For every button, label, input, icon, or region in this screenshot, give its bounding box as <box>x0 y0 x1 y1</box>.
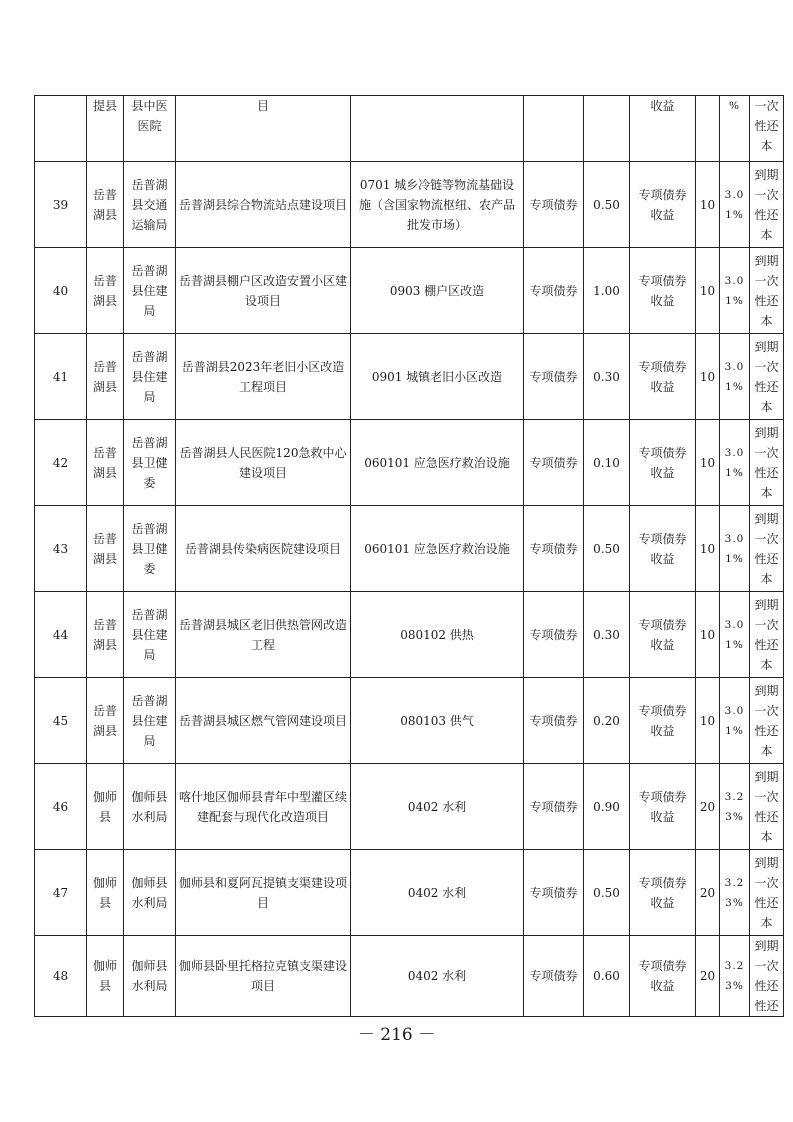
cell-county: 岳普湖县 <box>87 334 124 420</box>
cell-category: 0901 城镇老旧小区改造 <box>351 334 524 420</box>
table-row <box>35 850 784 936</box>
table-row <box>35 592 784 678</box>
bond-project-table <box>34 95 784 1017</box>
cell-amount: 0.50 <box>584 850 630 936</box>
cell-project: 岳普湖县棚户区改造安置小区建设项目 <box>176 248 351 334</box>
cell-repay-source: 专项债券收益 <box>630 592 696 678</box>
cell-repay-source: 专项债券收益 <box>630 936 696 1017</box>
cell-category: 060101 应急医疗救治设施 <box>351 420 524 506</box>
cell-bond-type: 专项债券 <box>524 506 584 592</box>
cell-term: 20 <box>696 764 720 850</box>
cell-county: 伽师县 <box>87 764 124 850</box>
cell-unit: 岳普湖县住建局 <box>124 334 176 420</box>
cell-county: 岳普湖县 <box>87 506 124 592</box>
cell-repay-source: 专项债券收益 <box>630 420 696 506</box>
cell-term: 10 <box>696 678 720 764</box>
cell-rate: 3.01% <box>720 592 750 678</box>
cell-no: 39 <box>35 162 87 248</box>
cell-repay-method: 到期一次性还本 <box>750 592 784 678</box>
cell-bond-type: 专项债券 <box>524 936 584 1017</box>
cell-repay-source: 专项债券收益 <box>630 850 696 936</box>
cell-no: 45 <box>35 678 87 764</box>
cell-category: 080103 供气 <box>351 678 524 764</box>
cell-project: 岳普湖县城区老旧供热管网改造工程 <box>176 592 351 678</box>
cell-rate: 3.01% <box>720 678 750 764</box>
cell-project: 岳普湖县2023年老旧小区改造工程项目 <box>176 334 351 420</box>
cell-rate: 3.01% <box>720 506 750 592</box>
cell-unit: 伽师县水利局 <box>124 850 176 936</box>
cell-repay-source: 收益 <box>630 96 696 162</box>
cell-term: 20 <box>696 936 720 1017</box>
cell-no: 46 <box>35 764 87 850</box>
cell-unit: 伽师县水利局 <box>124 936 176 1017</box>
cell-no: 47 <box>35 850 87 936</box>
cell-project: 喀什地区伽师县青年中型灌区续建配套与现代化改造项目 <box>176 764 351 850</box>
cell-category: 0701 城乡冷链等物流基础设施（含国家物流枢纽、农产品批发市场） <box>351 162 524 248</box>
cell-rate: 3.01% <box>720 420 750 506</box>
cell-category: 060101 应急医疗救治设施 <box>351 506 524 592</box>
cell-term: 10 <box>696 420 720 506</box>
cell-amount: 0.10 <box>584 420 630 506</box>
cell-amount: 0.20 <box>584 678 630 764</box>
cell-county: 岳普湖县 <box>87 420 124 506</box>
cell-unit: 岳普湖县交通运输局 <box>124 162 176 248</box>
cell-unit: 县中医医院 <box>124 96 176 162</box>
cell-bond-type: 专项债券 <box>524 592 584 678</box>
cell-category: 0402 水利 <box>351 850 524 936</box>
cell-repay-method: 到期一次性还本 <box>750 420 784 506</box>
cell-amount: 0.50 <box>584 162 630 248</box>
cell-rate: % <box>720 96 750 162</box>
cell-term: 10 <box>696 248 720 334</box>
cell-repay-method: 到期一次性还本 <box>750 162 784 248</box>
cell-rate: 3.01% <box>720 162 750 248</box>
cell-unit: 岳普湖县住建局 <box>124 678 176 764</box>
cell-no <box>35 96 87 162</box>
cell-category: 080102 供热 <box>351 592 524 678</box>
cell-county: 伽师县 <box>87 850 124 936</box>
table-row <box>35 936 784 1017</box>
table-row <box>35 162 784 248</box>
cell-rate: 3.01% <box>720 334 750 420</box>
cell-no: 40 <box>35 248 87 334</box>
cell-repay-method: 到期一次性还本 <box>750 678 784 764</box>
cell-term <box>696 96 720 162</box>
cell-unit: 岳普湖县卫健委 <box>124 420 176 506</box>
cell-rate: 3.23% <box>720 936 750 1017</box>
cell-category <box>351 96 524 162</box>
cell-repay-method: 到期一次性还本 <box>750 334 784 420</box>
cell-repay-source: 专项债券收益 <box>630 334 696 420</box>
cell-repay-source: 专项债券收益 <box>630 162 696 248</box>
cell-unit: 岳普湖县住建局 <box>124 592 176 678</box>
cell-project: 目 <box>176 96 351 162</box>
cell-bond-type: 专项债券 <box>524 678 584 764</box>
cell-county: 岳普湖县 <box>87 678 124 764</box>
cell-project: 伽师县和夏阿瓦提镇支渠建设项目 <box>176 850 351 936</box>
table-body <box>35 96 784 1017</box>
cell-bond-type: 专项债券 <box>524 420 584 506</box>
cell-bond-type: 专项债券 <box>524 248 584 334</box>
cell-project: 岳普湖县人民医院120急救中心建设项目 <box>176 420 351 506</box>
cell-repay-source: 专项债券收益 <box>630 678 696 764</box>
table-row <box>35 334 784 420</box>
cell-project: 岳普湖县城区燃气管网建设项目 <box>176 678 351 764</box>
cell-repay-method: 到期一次性还本 <box>750 850 784 936</box>
cell-repay-method: 一次性还本 <box>750 96 784 162</box>
table-row <box>35 506 784 592</box>
cell-repay-method: 到期一次性还本 <box>750 506 784 592</box>
cell-rate: 3.23% <box>720 850 750 936</box>
cell-repay-method: 到期一次性还性还 <box>750 936 784 1017</box>
table-row <box>35 248 784 334</box>
table-row <box>35 764 784 850</box>
cell-county: 伽师县 <box>87 936 124 1017</box>
cell-repay-source: 专项债券收益 <box>630 248 696 334</box>
cell-bond-type: 专项债券 <box>524 764 584 850</box>
cell-unit: 伽师县水利局 <box>124 764 176 850</box>
cell-repay-method: 到期一次性还本 <box>750 248 784 334</box>
cell-amount: 0.30 <box>584 334 630 420</box>
cell-county: 岳普湖县 <box>87 248 124 334</box>
page-number: － 216 － <box>357 1025 436 1045</box>
cell-project: 伽师县卧里托格拉克镇支渠建设项目 <box>176 936 351 1017</box>
cell-repay-source: 专项债券收益 <box>630 506 696 592</box>
cell-no: 43 <box>35 506 87 592</box>
cell-bond-type <box>524 96 584 162</box>
cell-repay-method: 到期一次性还本 <box>750 764 784 850</box>
cell-project: 岳普湖县传染病医院建设项目 <box>176 506 351 592</box>
cell-amount: 1.00 <box>584 248 630 334</box>
cell-no: 48 <box>35 936 87 1017</box>
cell-county: 岳普湖县 <box>87 162 124 248</box>
cell-category: 0903 棚户区改造 <box>351 248 524 334</box>
cell-amount: 0.50 <box>584 506 630 592</box>
cell-project: 岳普湖县综合物流站点建设项目 <box>176 162 351 248</box>
cell-rate: 3.23% <box>720 764 750 850</box>
table-row <box>35 420 784 506</box>
cell-amount: 0.60 <box>584 936 630 1017</box>
cell-county: 提县 <box>87 96 124 162</box>
cell-amount: 0.30 <box>584 592 630 678</box>
cell-county: 岳普湖县 <box>87 592 124 678</box>
cell-term: 10 <box>696 592 720 678</box>
cell-bond-type: 专项债券 <box>524 162 584 248</box>
cell-amount: 0.90 <box>584 764 630 850</box>
table-row <box>35 96 784 162</box>
cell-unit: 岳普湖县住建局 <box>124 248 176 334</box>
table-row <box>35 678 784 764</box>
cell-term: 20 <box>696 850 720 936</box>
cell-bond-type: 专项债券 <box>524 850 584 936</box>
cell-term: 10 <box>696 506 720 592</box>
cell-rate: 3.01% <box>720 248 750 334</box>
cell-bond-type: 专项债券 <box>524 334 584 420</box>
cell-term: 10 <box>696 334 720 420</box>
cell-no: 44 <box>35 592 87 678</box>
cell-unit: 岳普湖县卫健委 <box>124 506 176 592</box>
cell-repay-source: 专项债券收益 <box>630 764 696 850</box>
cell-no: 41 <box>35 334 87 420</box>
cell-no: 42 <box>35 420 87 506</box>
cell-category: 0402 水利 <box>351 764 524 850</box>
cell-amount <box>584 96 630 162</box>
cell-term: 10 <box>696 162 720 248</box>
cell-category: 0402 水利 <box>351 936 524 1017</box>
